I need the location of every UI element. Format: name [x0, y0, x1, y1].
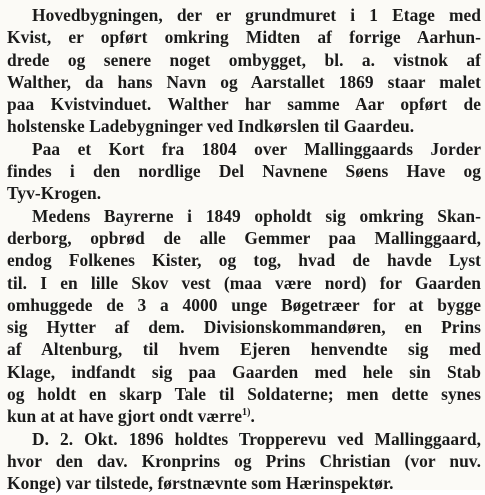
- text-line: findes i den nordlige Del Navnene Søens Have og: [7, 161, 481, 182]
- text-line: Tyv-Krogen.: [7, 183, 102, 204]
- body-text: [7, 4, 481, 495]
- text-line: derborg, opbrød de alle Gemmer paa Mallinggaard,: [7, 227, 481, 248]
- text-line: Konge) var tilstede, førstnævnte som Hærinspektør.: [7, 473, 394, 494]
- footnote-marker: 1): [242, 407, 251, 419]
- text-line: til. I en lille Skov vest (maa være nord) for Gaarden: [7, 272, 481, 293]
- text-line: Paa et Kort fra 1804 over Mallinggaards Jorder: [32, 138, 481, 159]
- text-line-with-footnote: [7, 405, 481, 427]
- text-fragment: kun at at have gjort ondt værre: [7, 406, 243, 427]
- text-line: Klage, indfandt sig paa Gaarden med hele sin Stab: [7, 361, 481, 382]
- text-line: holstenske Ladebygninger ved Indkørslen til Gaardeu.: [7, 116, 415, 137]
- text-line: paa Kvistvinduet. Walther har samme Aar opført de: [7, 94, 481, 115]
- text-line: drede og senere noget ombygget, bl. a. vistnok af: [7, 49, 481, 70]
- text-line: omhuggede de 3 a 4000 unge Bøgetræer for at bygge: [7, 294, 481, 315]
- text-line: Hovedbygningen, der er grundmuret i 1 Etage med: [32, 5, 481, 25]
- text-fragment: .: [250, 406, 255, 427]
- text-line: Walther, da hans Navn og Aarstallet 1869 staar malet: [7, 71, 481, 92]
- text-line: Medens Bayrerne i 1849 opholdt sig omkring Skan-: [32, 205, 481, 226]
- text-line: og holdt en skarp Tale til Soldaterne; men dette synes: [7, 384, 481, 405]
- text-line: sig Hytter af dem. Divisionskommandøren, en Prins: [7, 317, 481, 338]
- text-line: D. 2. Okt. 1896 holdtes Tropperevu ved Mallinggaard,: [32, 428, 481, 449]
- text-line: endog Folkenes Kister, og tog, hvad de havde Lyst: [7, 250, 481, 271]
- text-line: af Altenburg, til hvem Ejeren henvendte sig med: [7, 339, 481, 360]
- text-line: Kvist, er opført omkring Midten af forrige Aarhun-: [7, 27, 481, 48]
- text-line: hvor den dav. Kronprins og Prins Christian (vor nuv.: [7, 450, 481, 471]
